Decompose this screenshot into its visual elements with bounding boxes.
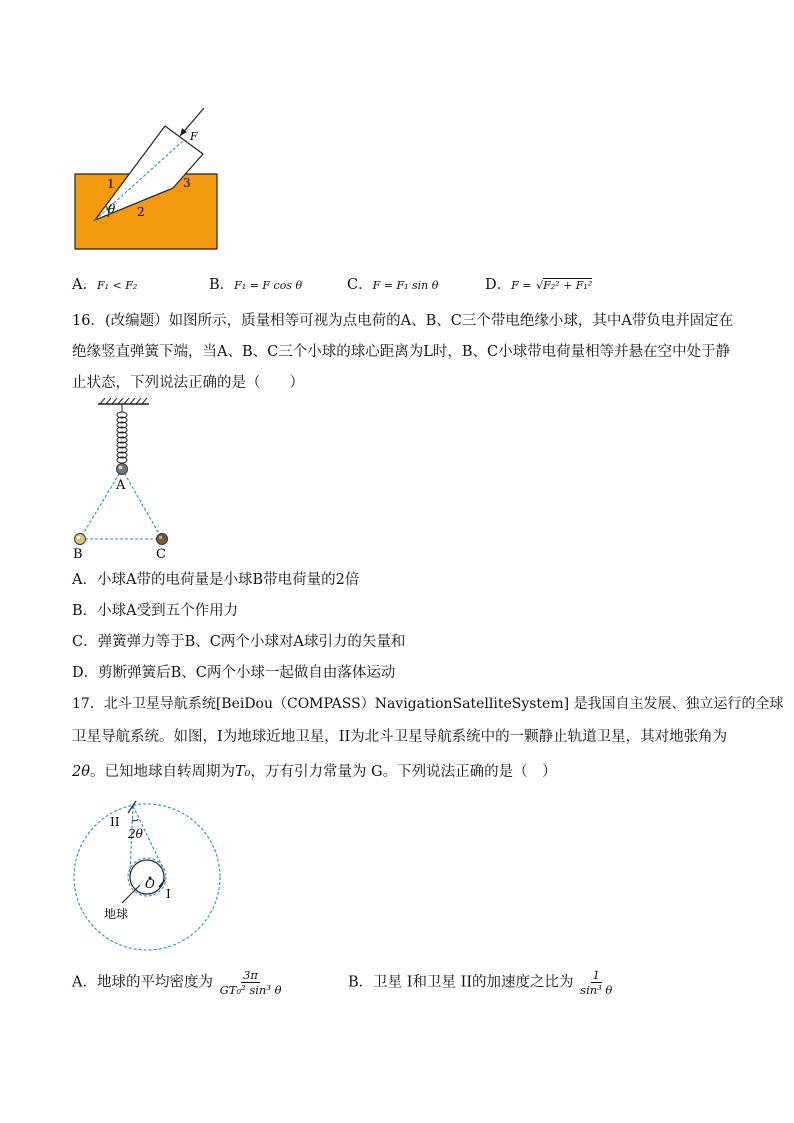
q17-stem-line1: 17．北斗卫星导航系统[BeiDou（COMPASS）NavigationSatelliteSystem] 是我国自主发展、独立运行的全球 [72,696,784,712]
q17-stem-line2: 卫星导航系统。如图，I为地球近地卫星，II为北斗卫星导航系统中的一颗静止轨道卫星，其对地张角为 [72,729,728,745]
fig16-spring-diagram [65,398,175,563]
q17-stem-2theta: 2θ [72,764,90,780]
q15-option-c [347,275,438,296]
fig16-ball-a-highlight [119,466,123,470]
fig16-spring [117,412,127,463]
q17-option-a-fraction [218,968,284,997]
q16-option-b: B．小球A受到五个作用力 [72,603,239,619]
q15-option-c-prefix: C． [347,277,373,293]
fig15-label-theta: θ [108,202,116,216]
q16-stem-line1: 16．(改编题）如图所示，质量相等可视为点电荷的A、B、C三个带电绝缘小球，其中A带负电并固定在 [72,313,734,329]
q15-option-b-prefix: B． [209,277,235,293]
q17-option-a-text: A．地球的平均密度为 [72,974,213,991]
q16-option-d: D．剪断弹簧后B、C两个小球一起做自由落体运动 [72,665,396,681]
q17-stem-line3 [72,762,557,782]
q17-stem-T0: T₀ [234,764,251,780]
q16-option-c: C．弹簧弹力等于B、C两个小球对A球引力的矢量和 [72,634,406,650]
fig16-label-b: B [73,547,83,562]
q15-option-a-expr: F₁ < F₂ [96,279,138,292]
fig17-label-o: O [145,877,155,891]
q17-stem-period-text: 。已知地球自转周期为 [89,764,235,780]
fig17-satellite-ii-marker [128,801,136,813]
fig17-label-2theta: 2θ [128,827,143,841]
q17-option-b-numerator: 1 [592,968,600,982]
fig17-earth-pointer [122,885,140,903]
fig16-label-c: C [156,547,166,562]
fig16-label-a: A [116,478,126,493]
fig15-label-F: F [190,130,198,143]
fig15-wedge-diagram [70,100,230,255]
fig16-ceiling-hatch [100,398,147,404]
fig15-label-2: 2 [137,205,145,219]
fig15-label-1: 1 [107,177,115,191]
q17-option-b-fraction [578,968,614,997]
q15-option-d-radicand: F₂² + F₁² [543,279,593,292]
q17-option-b-text: B．卫星 I和卫星 II的加速度之比为 [348,974,574,991]
fig17-orbit-diagram [70,800,225,955]
fig16-ball-c-highlight [159,536,162,539]
q17-option-b-denominator: sin³ θ [580,983,613,997]
q15-option-c-expr: F = F₁ sin θ [372,279,439,292]
fig16-ball-c [157,534,168,545]
fig16-ball-a [117,464,128,475]
fig16-ball-b-highlight [77,536,80,539]
fig16-ball-b [75,534,86,545]
fig17-label-i: I [166,887,171,901]
q16-stem-line3: 止状态，下列说法正确的是（ ） [72,375,304,391]
q15-option-a-prefix: A． [72,277,97,293]
q17-stem-tail: ，万有引力常量为 G。下列说法正确的是（ ） [250,764,557,780]
fig17-angle-arc [132,819,138,821]
fig17-label-earth: 地球 [104,907,129,921]
q15-option-d-prefix: D． [485,277,512,293]
q17-option-a [72,968,284,997]
q15-option-a [72,275,137,296]
q15-option-d-lhs: F = [511,279,532,292]
q15-option-b [209,275,302,296]
q15-option-d-sqrt-icon: √ [536,279,544,292]
fig17-label-ii: II [110,815,120,829]
q17-option-a-numerator: 3π [243,968,258,982]
q16-stem-line2: 绝缘竖直弹簧下端，当A、B、C三个小球的球心距离为L时，B、C小球带电荷量相等并悬在空中处于静 [72,344,731,360]
q15-option-d [485,275,592,296]
q17-option-b [348,968,614,997]
fig15-label-3: 3 [183,176,191,190]
q17-option-a-denominator: GT₀² sin³ θ [219,983,282,997]
q16-option-a: A．小球A带的电荷量是小球B带电荷量的2倍 [72,572,360,588]
q15-option-b-expr: F₁ = F cos θ [234,279,303,292]
